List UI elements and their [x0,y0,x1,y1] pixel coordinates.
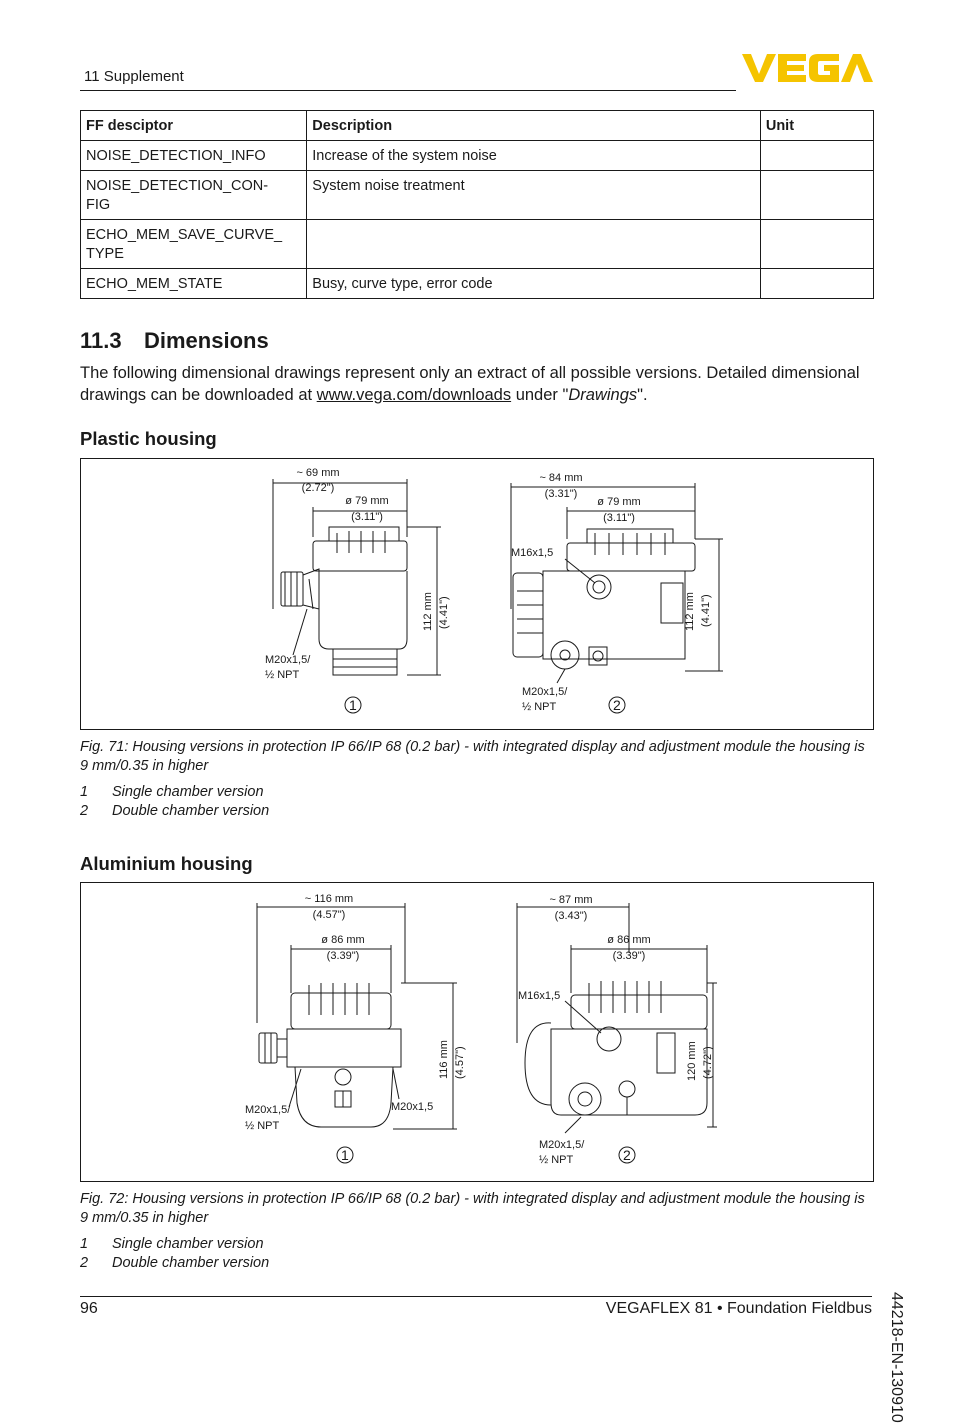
aluminium-housing-heading: Aluminium housing [80,853,253,874]
table-row [81,269,874,299]
figure-72-legend [80,1235,269,1273]
dim-height-inch-label: (4.41") [438,596,450,629]
dim-width-label: ~ 87 mm [549,894,593,906]
figure-71-legend [80,783,269,821]
dim-diameter-label: ø 86 mm [321,934,365,946]
legend-item: 2 Double chamber version [80,803,270,819]
table-cell: System noise treatment [307,171,761,220]
table-cell [760,220,873,269]
footer-title: VEGAFLEX 81 • Foundation Fieldbus [605,1300,872,1317]
section-number: 11.3 [80,328,122,353]
thread-label: M20x1,5/ [245,1104,291,1116]
thread-label: M20x1,5/ [265,654,311,666]
dim-diameter-inch-label: (3.11") [603,512,635,524]
plastic-housing-heading: Plastic housing [80,428,217,449]
section-heading [80,328,269,354]
dim-width-inch-label: (2.72") [301,482,335,494]
column-header: FF desciptor [81,111,307,141]
thread-label-2: ½ NPT [265,669,300,681]
table-cell [760,171,873,220]
dim-diameter-inch-label: (3.39") [326,950,360,962]
table-row [81,220,874,269]
dim-height-label: 112 mm [684,592,696,631]
dim-width-label: ~ 84 mm [539,472,583,484]
legend-item: 2 Double chamber version [80,1255,270,1271]
thread-top-label: M16x1,5 [518,990,561,1002]
table-cell: NOISE_DETECTION_CON- FIG [81,171,307,220]
aluminium-housing-drawing [81,883,873,1181]
dim-height-label: 120 mm [686,1041,698,1081]
dim-width-inch-label: (3.43") [554,910,588,922]
aluminium-housing-figure [80,882,874,1182]
table-cell: Busy, curve type, error code [307,269,761,299]
marker-1: 1 [349,697,357,713]
thread-label: M20x1,5/ [539,1139,585,1151]
legend-item: 1 Single chamber version [80,1236,264,1252]
vega-logo [742,50,874,86]
ff-descriptor-table [80,110,874,299]
dim-diameter-label: ø 79 mm [345,495,389,507]
thread-right-label: M20x1,5 [391,1101,434,1113]
dim-height-inch-label: (4.57") [454,1046,466,1079]
table-cell [760,269,873,299]
column-header: Unit [760,111,873,141]
table-cell: Increase of the system noise [307,141,761,171]
dim-diameter-inch-label: (3.39") [612,950,646,962]
table-cell: ECHO_MEM_SAVE_CURVE_ TYPE [81,220,307,269]
table-cell [760,141,873,171]
footer-rule [80,1296,872,1297]
dim-diameter-label: ø 86 mm [607,934,651,946]
dim-height-inch-label: (4.41") [700,594,712,627]
thread-label-2: ½ NPT [245,1120,280,1132]
dim-width-inch-label: (3.31") [544,488,578,500]
intro-paragraph [80,362,870,406]
section-title: Dimensions [144,328,269,353]
column-header: Description [307,111,761,141]
figure-72-caption: Fig. 72: Housing versions in protection IP 66/IP 68 (0.2 bar) - with integrated display and adjustment module the housing is 9 mm/0.35 in higher [80,1191,865,1226]
thread-label: M20x1,5/ [522,686,568,698]
thread-label-2: ½ NPT [522,701,557,713]
table-cell: ECHO_MEM_STATE [81,269,307,299]
legend-item: 1 Single chamber version [80,784,264,800]
dim-height-label: 112 mm [422,592,434,631]
dim-height-label: 116 mm [438,1040,450,1079]
downloads-link[interactable]: www.vega.com/downloads [316,386,512,404]
intro-text: The following dimensional drawings represent only an extract of all possible versions. Detailed dimensional drawings can be downloaded at [80,364,860,404]
figure-71-caption: Fig. 71: Housing versions in protection IP 66/IP 68 (0.2 bar) - with integrated display and adjustment module the housing is 9 mm/0.35 in higher [80,739,865,774]
marker-2: 2 [613,697,621,713]
marker-2: 2 [623,1147,631,1163]
table-cell: NOISE_DETECTION_INFO [81,141,307,171]
table-row [81,141,874,171]
dim-width-inch-label: (4.57") [312,909,346,921]
intro-italic: Drawings [568,386,638,404]
table-cell [307,220,761,269]
document-code: 44218-EN-130910 [888,1292,905,1423]
dim-width-label: ~ 116 mm [304,893,354,905]
marker-1: 1 [341,1147,349,1163]
table-header-row [81,111,874,141]
page-number: 96 [80,1300,98,1317]
running-header: 11 Supplement [84,68,184,85]
intro-end: ". [637,386,648,404]
intro-text-2: under " [511,386,569,404]
plastic-housing-drawing [81,459,873,729]
dim-height-inch-label: (4.72") [702,1046,714,1079]
plastic-housing-figure [80,458,874,730]
dim-width-label: ~ 69 mm [296,467,340,479]
header-rule [80,90,736,91]
table-row [81,171,874,220]
dim-diameter-inch-label: (3.11") [351,511,383,523]
thread-top-label: M16x1,5 [511,547,554,559]
thread-label-2: ½ NPT [539,1154,574,1166]
dim-diameter-label: ø 79 mm [597,496,641,508]
